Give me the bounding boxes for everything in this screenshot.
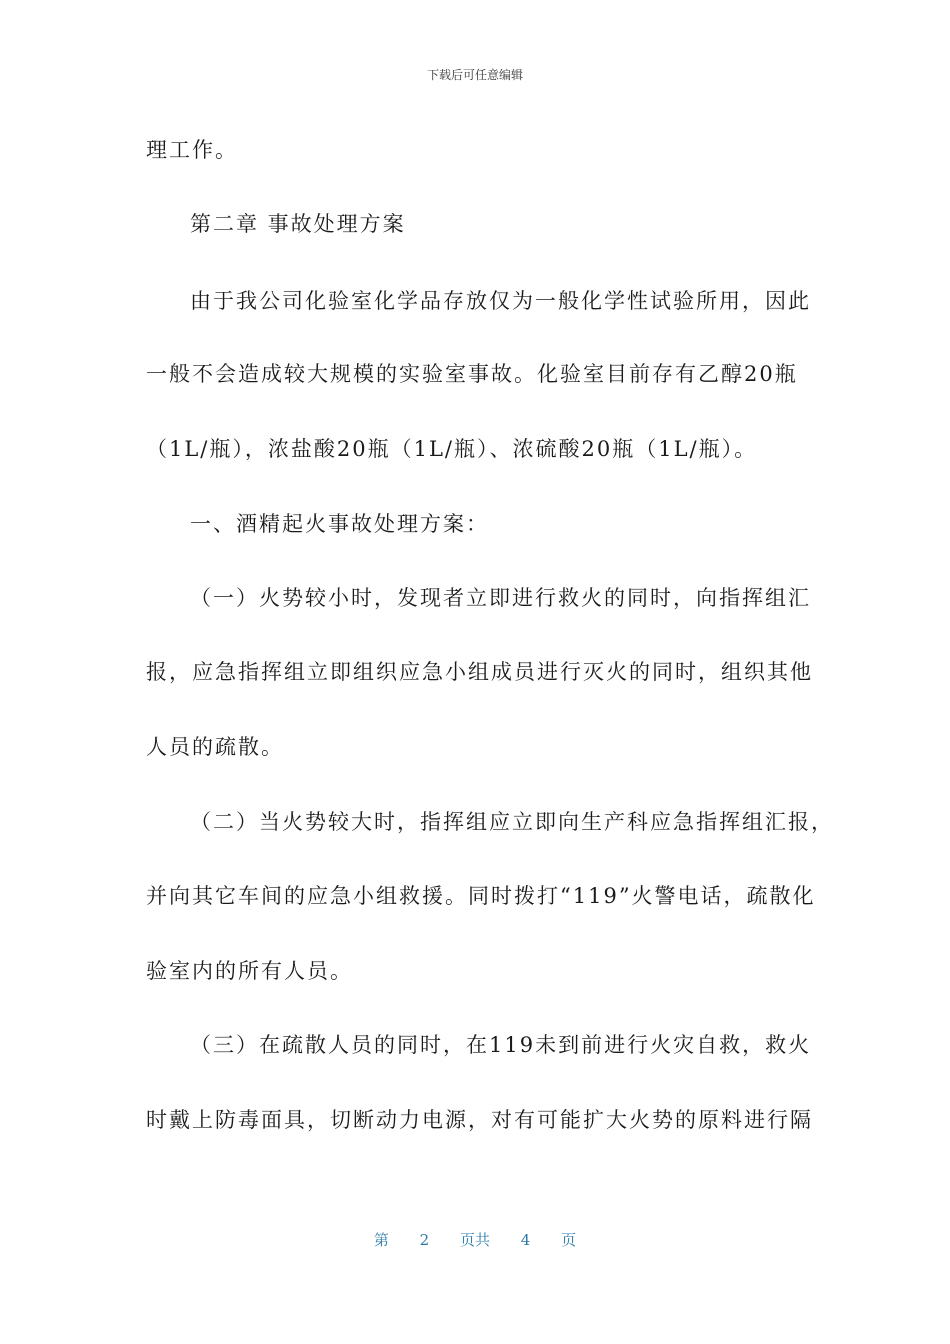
- body-line: 理工作。: [146, 138, 238, 162]
- body-line: 验室内的所有人员。: [146, 959, 353, 983]
- body-line: 时戴上防毒面具，切断动力电源，对有可能扩大火势的原料进行隔: [146, 1108, 813, 1132]
- body-line: 一般不会造成较大规模的实验室事故。化验室目前存有乙醇20瓶: [146, 362, 798, 386]
- body-line: （三）在疏散人员的同时，在119未到前进行火灾自救，救火: [190, 1033, 812, 1057]
- chapter-heading: 第二章 事故处理方案: [190, 212, 406, 236]
- total-pages: 4: [520, 1231, 531, 1249]
- body-line: （二）当火势较大时，指挥组应立即向生产科应急指挥组汇报，: [190, 810, 834, 834]
- section-heading: 一、酒精起火事故处理方案：: [190, 512, 489, 536]
- page-label-prefix: 第: [373, 1231, 389, 1249]
- page-footer: [0, 1229, 950, 1250]
- page-header: 下载后可任意编辑: [426, 68, 523, 82]
- body-line: 由于我公司化验室化学品存放仅为一般化学性试验所用，因此: [190, 289, 811, 313]
- body-line: （一）火势较小时，发现者立即进行救火的同时，向指挥组汇: [190, 586, 811, 610]
- body-line: （1L/瓶），浓盐酸20瓶（1L/瓶）、浓硫酸20瓶（1L/瓶）。: [146, 437, 758, 461]
- page-label-middle: 页共: [459, 1231, 490, 1249]
- body-line: 人员的疏散。: [146, 735, 284, 759]
- body-line: 并向其它车间的应急小组救援。同时拨打“119”火警电话，疏散化: [146, 884, 816, 908]
- page-number: 2: [419, 1231, 430, 1249]
- page-label-suffix: 页: [561, 1231, 577, 1249]
- body-line: 报，应急指挥组立即组织应急小组成员进行灭火的同时，组织其他: [146, 660, 813, 684]
